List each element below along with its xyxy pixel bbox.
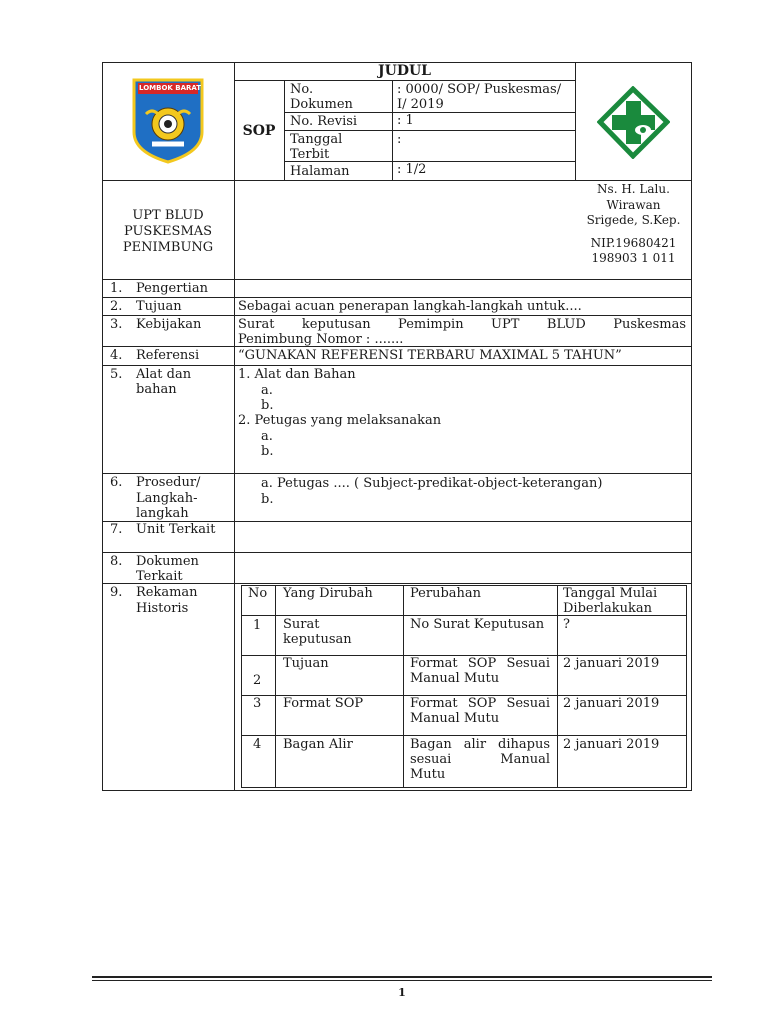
divider xyxy=(102,583,692,584)
history-row-date: ? xyxy=(563,617,570,632)
section-label-alat-line1: Alat dan xyxy=(136,367,192,382)
divider xyxy=(241,735,687,736)
alat-item1-a: a. xyxy=(261,383,273,398)
alat-item1: 1. Alat dan Bahan xyxy=(238,367,356,382)
field-value-halaman: : 1/2 xyxy=(397,162,427,177)
section-number: 2. xyxy=(110,299,123,314)
divider xyxy=(234,80,575,81)
section-number: 5. xyxy=(110,367,123,382)
history-row-changed: Surat xyxy=(283,617,320,632)
history-row-change: sesuai Manual xyxy=(410,752,550,767)
section-label-dokumen-line1: Dokumen xyxy=(136,554,199,569)
section-number: 8. xyxy=(110,554,123,569)
alat-item1-b: b. xyxy=(261,398,274,413)
puskesmas-logo xyxy=(597,86,670,159)
org-name-line3: PENIMBUNG xyxy=(122,240,214,255)
section-label-kebijakan: Kebijakan xyxy=(136,317,202,332)
field-value-tanggal-terbit: : xyxy=(397,132,402,147)
history-row-change: Mutu xyxy=(410,767,446,782)
divider xyxy=(284,130,575,131)
nip-line2: 198903 1 011 xyxy=(591,251,676,265)
nip-line1: NIP.19680421 xyxy=(590,236,677,250)
alat-item2: 2. Petugas yang melaksanakan xyxy=(238,413,442,428)
sop-label: SOP xyxy=(242,123,276,139)
history-header-date-line2: Diberlakukan xyxy=(563,601,652,616)
kebijakan-content-line1: Surat keputusan Pemimpin UPT BLUD Puskesmas xyxy=(238,317,686,332)
document-title: JUDUL xyxy=(377,63,432,79)
divider xyxy=(102,180,692,181)
signer-line2: Wirawan xyxy=(606,198,661,212)
section-label-prosedur-line2: Langkah- xyxy=(136,491,198,506)
history-header-change: Perubahan xyxy=(410,586,482,601)
divider xyxy=(102,315,692,316)
divider xyxy=(102,552,692,553)
history-row-no: 3 xyxy=(253,696,262,711)
referensi-content: “GUNAKAN REFERENSI TERBARU MAXIMAL 5 TAHUN” xyxy=(238,348,622,363)
field-label-tanggal-terbit: Tanggal Terbit xyxy=(290,132,343,162)
field-value-no-dokumen: : 0000/ SOP/ Puskesmas/ I/ 2019 xyxy=(397,82,562,112)
history-header-date-line1: Tanggal Mulai xyxy=(563,586,658,601)
history-row-change: Format SOP Sesuai xyxy=(410,696,550,711)
divider xyxy=(102,365,692,366)
section-label-unit-terkait: Unit Terkait xyxy=(136,522,216,537)
footer-rule xyxy=(92,980,712,981)
section-label-dokumen-line2: Terkait xyxy=(136,569,183,584)
history-row-change: No Surat Keputusan xyxy=(410,617,545,632)
section-number: 7. xyxy=(110,522,123,537)
field-value-no-revisi: : 1 xyxy=(397,113,414,128)
org-name-line1: UPT BLUD xyxy=(132,208,204,223)
section-label-tujuan: Tujuan xyxy=(136,299,182,314)
field-label-halaman: Halaman xyxy=(290,164,350,179)
section-label-rekaman-line1: Rekaman xyxy=(136,585,198,600)
kebijakan-content-line2: Penimbung Nomor : ....... xyxy=(238,332,404,347)
section-label-pengertian: Pengertian xyxy=(136,281,208,296)
divider xyxy=(284,112,575,113)
history-row-date: 2 januari 2019 xyxy=(563,737,660,752)
history-header-changed: Yang Dirubah xyxy=(283,586,373,601)
regional-logo xyxy=(132,78,204,164)
history-row-change: Manual Mutu xyxy=(410,671,500,686)
footer-rule xyxy=(92,976,712,978)
prosedur-item-b: b. xyxy=(261,492,274,507)
section-number: 6. xyxy=(110,475,123,490)
section-number: 9. xyxy=(110,585,123,600)
alat-item2-b: b. xyxy=(261,444,274,459)
history-row-date: 2 januari 2019 xyxy=(563,696,660,711)
logo-banner-text: LOMBOK BARAT xyxy=(139,84,202,92)
history-row-date: 2 januari 2019 xyxy=(563,656,660,671)
history-row-changed: keputusan xyxy=(283,632,352,647)
history-row-change: Bagan alir dihapus xyxy=(410,737,550,752)
divider xyxy=(575,62,576,180)
signer-line3: Srigede, S.Kep. xyxy=(586,213,681,227)
alat-item2-a: a. xyxy=(261,429,273,444)
divider xyxy=(234,62,235,790)
section-label-referensi: Referensi xyxy=(136,348,200,363)
page-number: 1 xyxy=(398,986,406,999)
field-label-no-dokumen: No. Dokumen xyxy=(290,82,353,112)
divider xyxy=(102,297,692,298)
section-label-prosedur-line1: Prosedur/ xyxy=(136,475,201,490)
divider xyxy=(102,473,692,474)
history-row-change: Format SOP Sesuai xyxy=(410,656,550,671)
history-row-change: Manual Mutu xyxy=(410,711,500,726)
prosedur-item-a: a. Petugas .... ( Subject-predikat-object-keterangan) xyxy=(261,476,603,491)
section-number: 1. xyxy=(110,281,123,296)
history-row-no: 2 xyxy=(253,673,262,688)
section-number: 4. xyxy=(110,348,123,363)
divider xyxy=(102,279,692,280)
section-label-alat-line2: bahan xyxy=(136,382,177,397)
history-row-no: 1 xyxy=(253,618,262,633)
section-label-prosedur-line3: langkah xyxy=(136,506,189,521)
history-header-no: No xyxy=(248,586,268,601)
signer-line1: Ns. H. Lalu. xyxy=(597,182,670,196)
tujuan-content: Sebagai acuan penerapan langkah-langkah untuk.... xyxy=(238,299,582,314)
field-label-no-revisi: No. Revisi xyxy=(290,114,358,129)
section-label-rekaman-line2: Historis xyxy=(136,601,189,616)
org-name-line2: PUSKESMAS xyxy=(123,224,213,239)
history-row-changed: Bagan Alir xyxy=(283,737,353,752)
history-row-no: 4 xyxy=(253,737,262,752)
history-row-changed: Format SOP xyxy=(283,696,364,711)
history-row-changed: Tujuan xyxy=(283,656,329,671)
section-number: 3. xyxy=(110,317,123,332)
